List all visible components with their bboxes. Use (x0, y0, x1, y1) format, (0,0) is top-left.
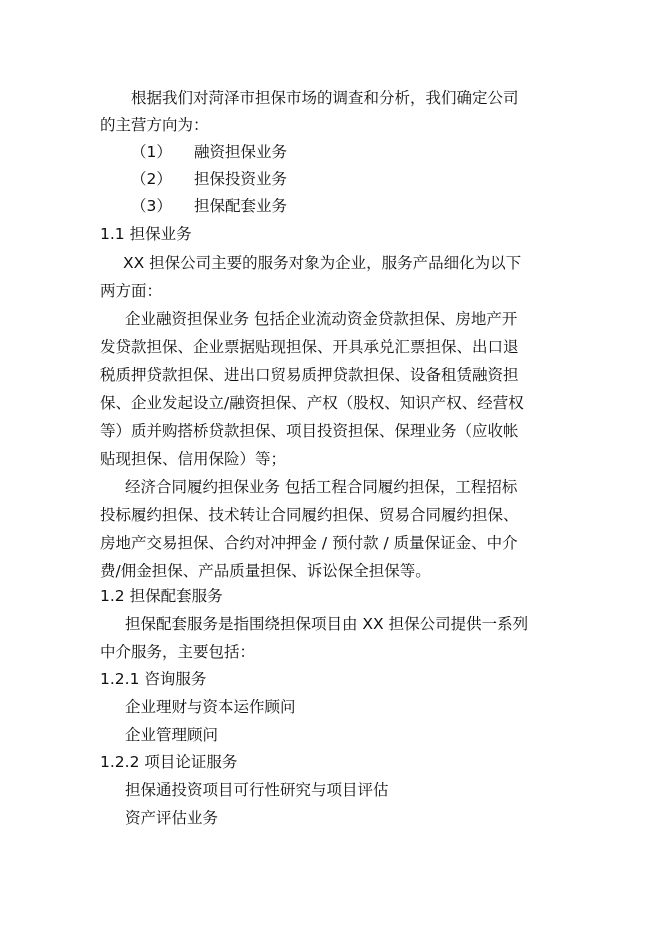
financing-guarantee-line-1: 企业融资担保业务 包括企业流动资金贷款担保、房地产开 (125, 310, 518, 328)
consulting-item-2: 企业管理顾问 (125, 726, 219, 744)
intro-line-2: 的主营方向为： (100, 116, 209, 134)
intro-line-1: 根据我们对菏泽市担保市场的调查和分析，我们确定公司 (131, 89, 519, 107)
direction-item-2-number: （2） (131, 170, 172, 188)
section-1-1-intro-line-2: 两方面： (100, 282, 163, 300)
project-demonstration-item-1: 担保通投资项目可行性研究与项目评估 (125, 781, 389, 799)
consulting-item-1: 企业理财与资本运作顾问 (125, 698, 296, 716)
direction-item-3-text: 担保配套业务 (194, 197, 288, 215)
contract-guarantee-line-4: 费/佣金担保、产品质量担保、诉讼保全担保等。 (100, 562, 431, 580)
section-1-1-intro-line-1: XX 担保公司主要的服务对象为企业，服务产品细化为以下 (123, 254, 522, 272)
contract-guarantee-line-2: 投标履约担保、技术转让合同履约担保、贸易合同履约担保、 (100, 506, 519, 524)
section-1-2-2-heading: 1.2.2 项目论证服务 (100, 753, 238, 771)
section-1-1-heading: 1.1 担保业务 (100, 225, 192, 243)
project-demonstration-item-2: 资产评估业务 (125, 809, 219, 827)
financing-guarantee-line-3: 税质押贷款担保、进出口贸易质押贷款担保、设备租赁融资担 (100, 366, 519, 384)
financing-guarantee-line-6: 贴现担保、信用保险）等； (100, 450, 287, 468)
direction-item-2-text: 担保投资业务 (194, 170, 288, 188)
financing-guarantee-line-5: 等）质并购搭桥贷款担保、项目投资担保、保理业务（应收帐 (100, 422, 519, 440)
section-1-2-intro-line-1: 担保配套服务是指围绕担保项目由 XX 担保公司提供一系列 (125, 615, 529, 633)
section-1-2-1-heading: 1.2.1 咨询服务 (100, 670, 207, 688)
section-1-2-intro-line-2: 中介服务，主要包括： (100, 643, 256, 661)
direction-item-1-number: （1） (131, 143, 172, 161)
direction-item-3-number: （3） (131, 197, 172, 215)
financing-guarantee-line-2: 发贷款担保、企业票据贴现担保、开具承兑汇票担保、出口退 (100, 338, 519, 356)
financing-guarantee-line-4: 保、企业发起设立/融资担保、产权（股权、知识产权、经营权 (100, 394, 524, 412)
section-1-2-heading: 1.2 担保配套服务 (100, 587, 223, 605)
contract-guarantee-line-1: 经济合同履约担保业务 包括工程合同履约担保，工程招标 (125, 478, 518, 496)
direction-item-1-text: 融资担保业务 (194, 143, 288, 161)
contract-guarantee-line-3: 房地产交易担保、合约对冲押金 / 预付款 / 质量保证金、中介 (100, 534, 518, 552)
